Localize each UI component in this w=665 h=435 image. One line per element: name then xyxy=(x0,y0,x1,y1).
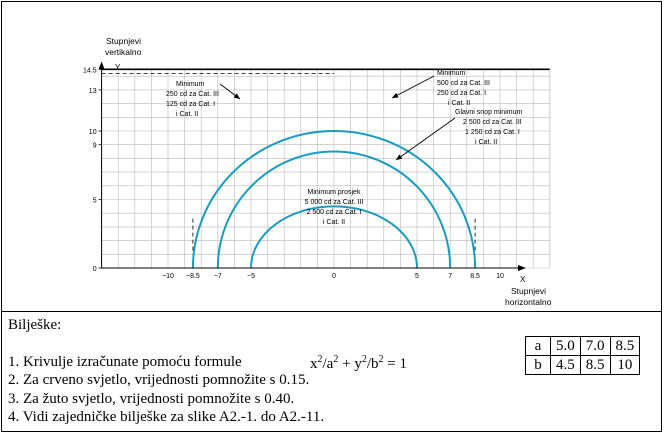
x-tick-label: −10 xyxy=(162,273,174,280)
table-cell: 8.5 xyxy=(580,356,610,375)
note-item: 4. Vidi zajedničke bilješke za slike A2.-1. do A2.-11. xyxy=(8,409,325,425)
note-item: 1. Krivulje izračunate pomoću formule xyxy=(8,353,242,370)
y-tick-label: 9 xyxy=(92,142,97,150)
x-tick-label: 10 xyxy=(496,273,504,280)
annotation-line: 1 250 cd za Cat. I xyxy=(465,129,520,136)
annotation-line: i Cat. II xyxy=(322,219,346,226)
table-cell: 8.5 xyxy=(610,337,640,356)
y-axis-symbol: Y xyxy=(115,63,121,72)
annotation-line: 250 cd za Cat. I xyxy=(437,90,487,97)
note-item: 2. Za crveno svjetlo, vrijednosti pomnožite s 0.15. xyxy=(8,372,310,388)
formula-exp: 2 xyxy=(378,354,384,365)
annotation-line: Glavni snop minimum xyxy=(455,109,523,116)
annotation-line: Minimum prosjek xyxy=(307,189,361,196)
annotation-line: Minimum xyxy=(437,70,466,77)
annotation-line: 125 cd za Cat. I xyxy=(166,101,216,108)
reference-dashes xyxy=(102,73,476,268)
x-axis-symbol: X xyxy=(520,275,526,284)
annotation-line: Minimum xyxy=(176,81,205,88)
grid xyxy=(102,69,550,268)
annotation-line: i Cat. II xyxy=(448,100,471,107)
note-item: 3. Za žuto svjetlo, vrijednosti pomnožite s 0.40. xyxy=(8,390,295,407)
x-tick-label: 5 xyxy=(415,273,419,280)
formula-exp: 2 xyxy=(333,354,339,365)
formula-slash: / xyxy=(366,356,371,372)
row-label: a xyxy=(526,337,551,356)
y-tick-label: 0 xyxy=(92,266,97,273)
annotation-line: 500 cd za Cat. III xyxy=(437,80,490,87)
formula-a: a xyxy=(326,356,334,372)
leader-arrows xyxy=(220,76,455,160)
x-axis-title-line1: Stupnjevi xyxy=(511,286,546,296)
y-axis-arrowhead xyxy=(99,61,105,69)
x-tick-label: −7 xyxy=(213,273,222,280)
x-tick-label: 8.5 xyxy=(470,273,480,280)
leader-line xyxy=(392,76,434,98)
annotation-main-beam xyxy=(455,109,522,146)
table-row xyxy=(526,356,640,375)
x-axis-title-line2: horizontalno xyxy=(505,297,552,307)
x-tick-label: −5 xyxy=(247,273,255,280)
y-tick-label: 10 xyxy=(88,129,97,136)
formula-exp: 2 xyxy=(317,354,323,365)
tick-labels xyxy=(83,67,504,280)
y-tick-label: 5 xyxy=(92,197,97,205)
annotation-line: 2 500 cd za Cat. III xyxy=(463,119,522,126)
x-tick-label: −8.5 xyxy=(185,273,200,280)
table-cell: 4.5 xyxy=(551,356,581,375)
x-tick-label: 0 xyxy=(332,273,336,280)
formula-slash: / xyxy=(322,356,327,372)
formula-plus: + xyxy=(338,356,355,372)
annotation-line: 250 cd za Cat. III xyxy=(166,91,219,98)
y-axis-title-line1: Stupnjevi xyxy=(106,36,141,46)
notes-heading: Bilješke: xyxy=(8,317,62,333)
table-cell: 10 xyxy=(610,356,640,375)
x-tick-label: 7 xyxy=(448,273,453,280)
parameter-table xyxy=(525,336,640,375)
formula-x: x xyxy=(310,356,318,372)
formula-eq: = 1 xyxy=(383,356,407,372)
annotation-line: 2 500 cd za Cat. I xyxy=(306,209,362,216)
annotation-line: i Cat. II xyxy=(176,111,199,118)
formula-b: b xyxy=(370,356,379,372)
table-row xyxy=(526,337,640,356)
annotation-line: 5 000 cd za Cat. III xyxy=(304,199,364,206)
table-cell: 5.0 xyxy=(551,337,581,356)
x-axis-arrowhead xyxy=(518,265,526,271)
leader-arrowhead xyxy=(396,154,402,160)
row-label: b xyxy=(526,356,551,375)
formula-exp: 2 xyxy=(361,354,367,365)
y-tick-label: 13 xyxy=(88,87,97,95)
table-cell: 7.0 xyxy=(580,337,610,356)
y-axis-title-line2: vertikalno xyxy=(105,47,142,57)
annotation-middle xyxy=(437,70,490,107)
notes xyxy=(8,316,508,427)
formula-y: y xyxy=(354,356,362,372)
annotation-line: i Cat. II xyxy=(475,139,498,146)
annotation-outer xyxy=(166,81,219,118)
ellipse-formula xyxy=(310,354,407,373)
leader-line xyxy=(396,118,455,160)
y-tick-label: 14.5 xyxy=(82,67,97,75)
